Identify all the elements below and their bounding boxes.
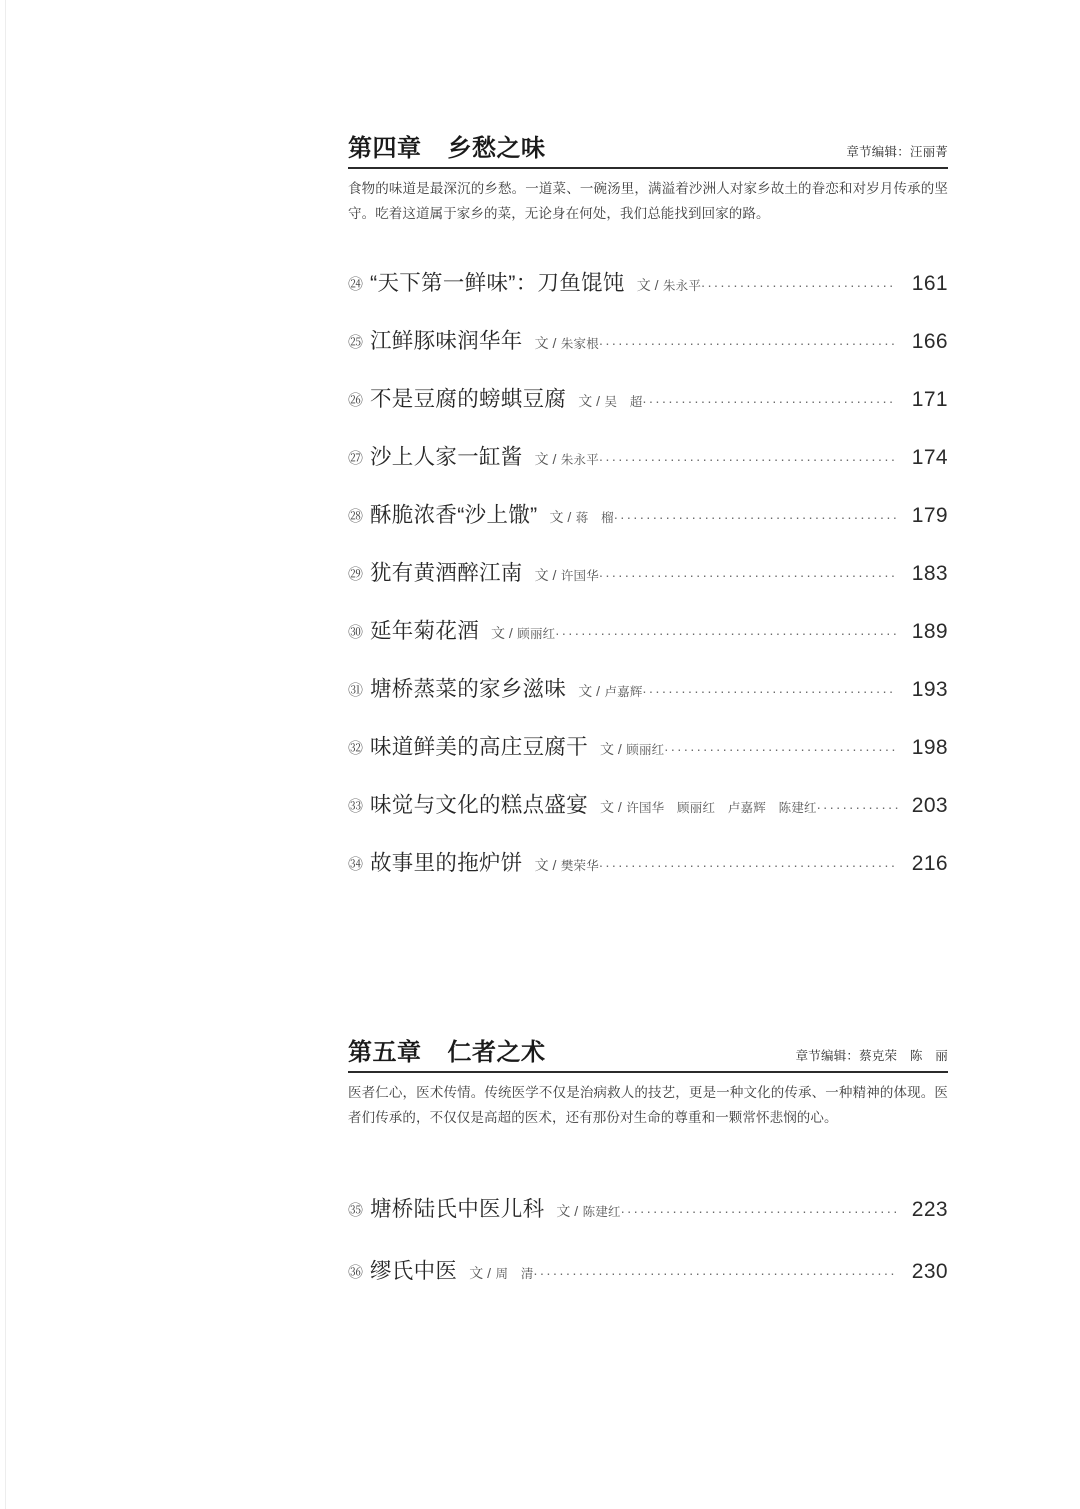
- byline-authors: 周 清: [495, 1267, 534, 1281]
- entry-number: ㉛: [348, 682, 364, 699]
- byline-prefix: 文 /: [491, 625, 513, 641]
- byline-prefix: 文 /: [534, 567, 557, 583]
- byline-prefix: 文 /: [578, 393, 600, 409]
- chapter-section-4: [348, 128, 948, 226]
- byline-prefix: 文 /: [534, 451, 557, 467]
- leader-dots: [664, 738, 896, 754]
- byline-prefix: 文 /: [556, 1203, 579, 1219]
- toc-entry[interactable]: [348, 730, 948, 788]
- entry-byline: [535, 855, 599, 875]
- chapter-number-4: 第四章: [348, 135, 422, 162]
- entry-byline: [578, 681, 642, 701]
- entry-page-number: 183: [911, 562, 948, 585]
- byline-authors: 顾丽红: [517, 627, 556, 641]
- leader-dots: [701, 274, 896, 290]
- chapter-header-5: [348, 1032, 948, 1071]
- entry-byline: [469, 1263, 533, 1283]
- toc-entry[interactable]: [348, 382, 948, 440]
- entry-title: 犹有黄酒醉江南: [370, 561, 523, 585]
- entry-byline: [491, 623, 555, 643]
- leader-dots: [621, 1200, 896, 1216]
- byline-prefix: 文 /: [534, 335, 557, 351]
- entry-page-number: 171: [911, 388, 948, 411]
- entry-title: “天下第一鲜味”：刀鱼馄饨: [370, 271, 625, 295]
- byline-authors: 蒋 榴: [575, 511, 614, 525]
- entry-page-number: 193: [911, 678, 948, 701]
- entry-byline: [556, 1201, 620, 1221]
- byline-prefix: 文 /: [534, 857, 557, 873]
- entry-title: 塘桥蒸菜的家乡滋味: [370, 677, 567, 701]
- chapter-number-5: 第五章: [348, 1039, 422, 1066]
- leader-dots: [614, 506, 896, 522]
- entry-byline: [550, 507, 614, 527]
- entry-page-number: 203: [911, 794, 948, 817]
- entry-number: ㉙: [348, 566, 364, 583]
- chapter-header-4: [348, 128, 948, 167]
- byline-authors: 许国华 顾丽红 卢嘉辉 陈建红: [626, 801, 817, 815]
- entry-byline: [600, 739, 664, 759]
- byline-authors: 顾丽红: [626, 743, 665, 757]
- leader-dots: [599, 564, 896, 580]
- entry-title: 味道鲜美的高庄豆腐干: [370, 735, 589, 759]
- entry-page-number: 179: [911, 504, 948, 527]
- entry-page-number: 223: [911, 1198, 948, 1221]
- leader-dots: [534, 1262, 896, 1278]
- entry-page-number: 189: [911, 620, 948, 643]
- entry-title: 延年菊花酒: [370, 619, 480, 643]
- byline-prefix: 文 /: [578, 683, 600, 699]
- toc-entry[interactable]: [348, 614, 948, 672]
- byline-authors: 朱家根: [560, 337, 599, 351]
- toc-entry[interactable]: [348, 1192, 948, 1254]
- toc-entry[interactable]: [348, 266, 948, 324]
- entry-byline: [600, 797, 817, 817]
- byline-prefix: 文 /: [636, 277, 659, 293]
- entry-page-number: 174: [911, 446, 948, 469]
- toc-entry-list-4: [348, 266, 948, 904]
- toc-entry[interactable]: [348, 324, 948, 382]
- entry-byline: [637, 275, 701, 295]
- byline-authors: 樊荣华: [560, 859, 599, 873]
- chapter-description-4: 食物的味道是最深沉的乡愁。一道菜、一碗汤里，满溢着沙洲人对家乡故土的眷恋和对岁月传承的坚守。吃着这道属于家乡的菜，无论身在何处，我们总能找到回家的路。: [348, 181, 948, 221]
- byline-authors: 吴 超: [604, 395, 643, 409]
- chapter-title-5: [348, 1032, 546, 1067]
- byline-authors: 卢嘉辉: [604, 685, 643, 699]
- leader-dots: [643, 680, 896, 696]
- toc-page: [348, 0, 948, 1509]
- entry-byline: [535, 333, 599, 353]
- entry-page-number: 198: [911, 736, 948, 759]
- toc-entry[interactable]: [348, 672, 948, 730]
- page-edge-line: [5, 0, 6, 1509]
- toc-entry[interactable]: [348, 788, 948, 846]
- byline-authors: 朱永平: [560, 453, 599, 467]
- entry-title: 缪氏中医: [370, 1259, 458, 1283]
- toc-entry[interactable]: [348, 498, 948, 556]
- entry-number: ㉔: [348, 276, 364, 293]
- entry-title: 不是豆腐的螃蜞豆腐: [370, 387, 567, 411]
- toc-entry[interactable]: [348, 440, 948, 498]
- leader-dots: [599, 332, 896, 348]
- leader-dots: [599, 854, 896, 870]
- entry-number: ㉗: [348, 450, 364, 467]
- chapter-description-5: 医者仁心，医术传情。传统医学不仅是治病救人的技艺，更是一种文化的传承、一种精神的体现。医者们传承的，不仅仅是高超的医术，还有那份对生命的尊重和一颗常怀悲悯的心。: [348, 1085, 948, 1125]
- entry-number: ㉞: [348, 856, 364, 873]
- byline-authors: 许国华: [560, 569, 599, 583]
- toc-entry[interactable]: [348, 556, 948, 614]
- leader-dots: [555, 622, 896, 638]
- entry-number: ㉚: [348, 624, 364, 641]
- leader-dots: [599, 448, 896, 464]
- entry-number: ㊱: [348, 1264, 364, 1281]
- entry-page-number: 216: [911, 852, 948, 875]
- entry-byline: [535, 449, 599, 469]
- leader-dots: [817, 796, 900, 812]
- chapter-name-5: 仁者之术: [447, 1039, 546, 1066]
- chapter-name-4: 乡愁之味: [447, 135, 546, 162]
- entry-page-number: 161: [911, 272, 948, 295]
- entry-number: ㉟: [348, 1202, 364, 1219]
- byline-prefix: 文 /: [600, 799, 622, 815]
- chapter-editor-5: 章节编辑：蔡克荣 陈 丽: [795, 1049, 948, 1063]
- entry-title: 塘桥陆氏中医儿科: [370, 1197, 545, 1221]
- entry-number: ㉝: [348, 798, 364, 815]
- leader-dots: [643, 390, 896, 406]
- entry-title: 味觉与文化的糕点盛宴: [370, 793, 589, 817]
- byline-prefix: 文 /: [600, 741, 622, 757]
- entry-page-number: 166: [911, 330, 948, 353]
- entry-number: ㉜: [348, 740, 364, 757]
- chapter-editor-4: 章节编辑：汪丽菁: [846, 145, 948, 159]
- byline-prefix: 文 /: [469, 1265, 491, 1281]
- entry-title: 沙上人家一缸酱: [370, 445, 523, 469]
- toc-entry[interactable]: [348, 846, 948, 904]
- entry-page-number: 230: [911, 1260, 948, 1283]
- toc-entry[interactable]: [348, 1254, 948, 1316]
- entry-byline: [578, 391, 642, 411]
- byline-authors: 陈建红: [582, 1205, 621, 1219]
- entry-title: 故事里的拖炉饼: [370, 851, 523, 875]
- entry-title: 江鲜豚味润华年: [370, 329, 523, 353]
- byline-authors: 朱永平: [662, 279, 702, 293]
- chapter-title-4: [348, 128, 546, 163]
- entry-number: ㉕: [348, 334, 364, 351]
- toc-entry-list-5: [348, 1192, 948, 1316]
- entry-number: ㉖: [348, 392, 364, 409]
- chapter-section-5: [348, 1032, 948, 1130]
- byline-prefix: 文 /: [549, 509, 572, 525]
- entry-number: ㉘: [348, 508, 364, 525]
- entry-byline: [535, 565, 599, 585]
- entry-title: 酥脆浓香“沙上馓”: [370, 503, 538, 527]
